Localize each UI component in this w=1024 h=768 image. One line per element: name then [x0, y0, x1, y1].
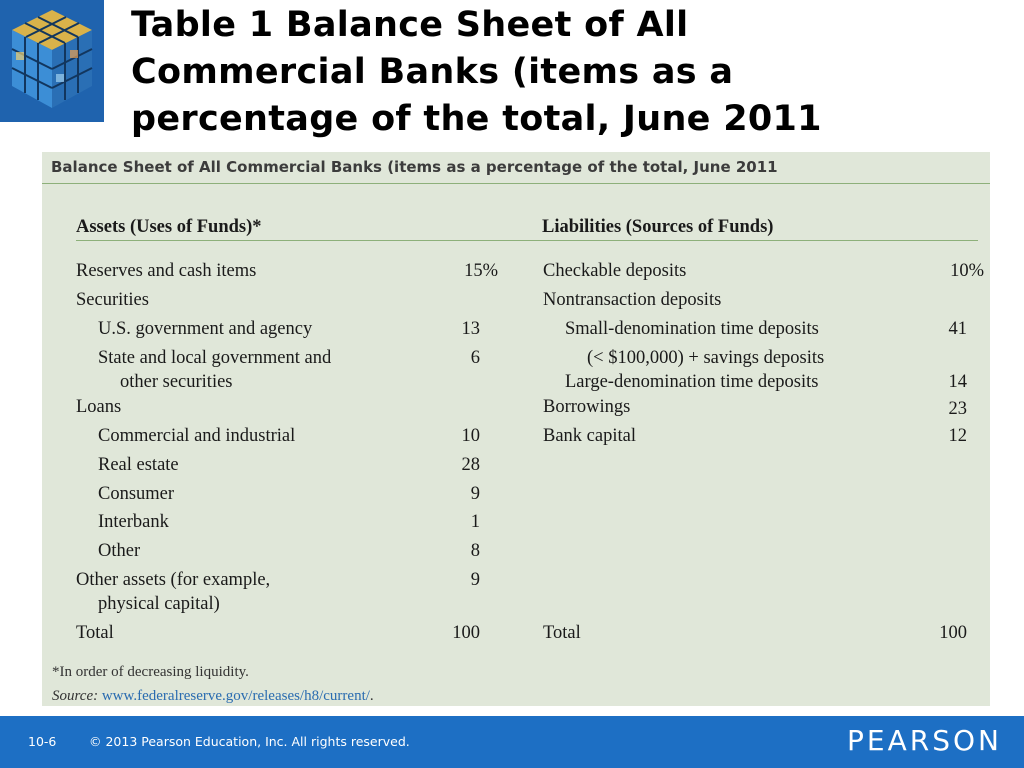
asset-value: 15%: [464, 261, 498, 281]
asset-value: 28: [461, 455, 480, 475]
asset-label: other securities: [120, 372, 233, 392]
table-caption: Balance Sheet of All Commercial Banks (items as a percentage of the total, June 2011: [51, 158, 778, 176]
asset-label: Loans: [76, 397, 122, 417]
source-line: [52, 687, 374, 705]
assets-header: Assets (Uses of Funds)*: [76, 217, 262, 237]
asset-value: 1: [470, 512, 480, 532]
page-number: 10-6: [28, 734, 57, 749]
asset-label: Securities: [76, 290, 149, 310]
liability-label: Small-denomination time deposits: [565, 319, 819, 339]
cube-logo: [0, 0, 104, 122]
asset-value: 9: [470, 570, 480, 590]
asset-total-label: Total: [76, 623, 114, 643]
asset-value: 10: [461, 426, 480, 446]
liability-value: 10%: [950, 261, 984, 281]
liability-label: Nontransaction deposits: [543, 290, 722, 310]
liabilities-header: Liabilities (Sources of Funds): [542, 217, 774, 237]
footnote: *In order of decreasing liquidity.: [52, 664, 249, 680]
asset-label: Other: [98, 541, 141, 561]
caption-divider: [42, 183, 990, 184]
asset-value: 8: [470, 541, 480, 561]
liability-value: 14: [948, 372, 967, 392]
asset-label: Other assets (for example,: [76, 570, 271, 590]
asset-label: Real estate: [98, 455, 179, 475]
liability-label: Borrowings: [543, 397, 631, 417]
copyright: © 2013 Pearson Education, Inc. All rights reserved.: [89, 734, 410, 749]
liability-label: Large-denomination time deposits: [565, 372, 819, 392]
liability-total-label: Total: [543, 623, 581, 643]
asset-label: physical capital): [98, 594, 220, 614]
liability-label: Checkable deposits: [543, 261, 687, 281]
liability-total-value: 100: [939, 623, 967, 643]
slide-title: [131, 2, 1011, 143]
asset-label: Reserves and cash items: [76, 261, 257, 281]
slide-title-line: Table 1 Balance Sheet of All: [131, 5, 689, 45]
asset-label: Commercial and industrial: [98, 426, 296, 446]
liability-value: 41: [948, 319, 967, 339]
asset-label: Interbank: [98, 512, 169, 532]
header-divider: [76, 240, 978, 241]
footer-bar: [0, 716, 1024, 768]
source-label: Source:: [52, 688, 99, 704]
liability-value: 12: [948, 426, 967, 446]
slide-title-line: Commercial Banks (items as a: [131, 52, 734, 92]
asset-label: State and local government and: [98, 348, 332, 368]
liability-label: Bank capital: [543, 426, 636, 446]
asset-value: 13: [461, 319, 480, 339]
slide-title-line: percentage of the total, June 2011: [131, 99, 822, 139]
source-link[interactable]: www.federalreserve.gov/releases/h8/current/: [101, 688, 370, 704]
pearson-logo: PEARSON: [847, 724, 1002, 757]
asset-label: Consumer: [98, 484, 175, 504]
asset-value: 6: [470, 348, 480, 368]
asset-value: 9: [470, 484, 480, 504]
liability-value: 23: [948, 399, 967, 419]
asset-label: U.S. government and agency: [98, 319, 313, 339]
balance-sheet-table: [42, 152, 990, 706]
source-end: .: [369, 688, 374, 704]
liability-label: (< $100,000) + savings deposits: [587, 348, 825, 368]
asset-total-value: 100: [452, 623, 480, 643]
